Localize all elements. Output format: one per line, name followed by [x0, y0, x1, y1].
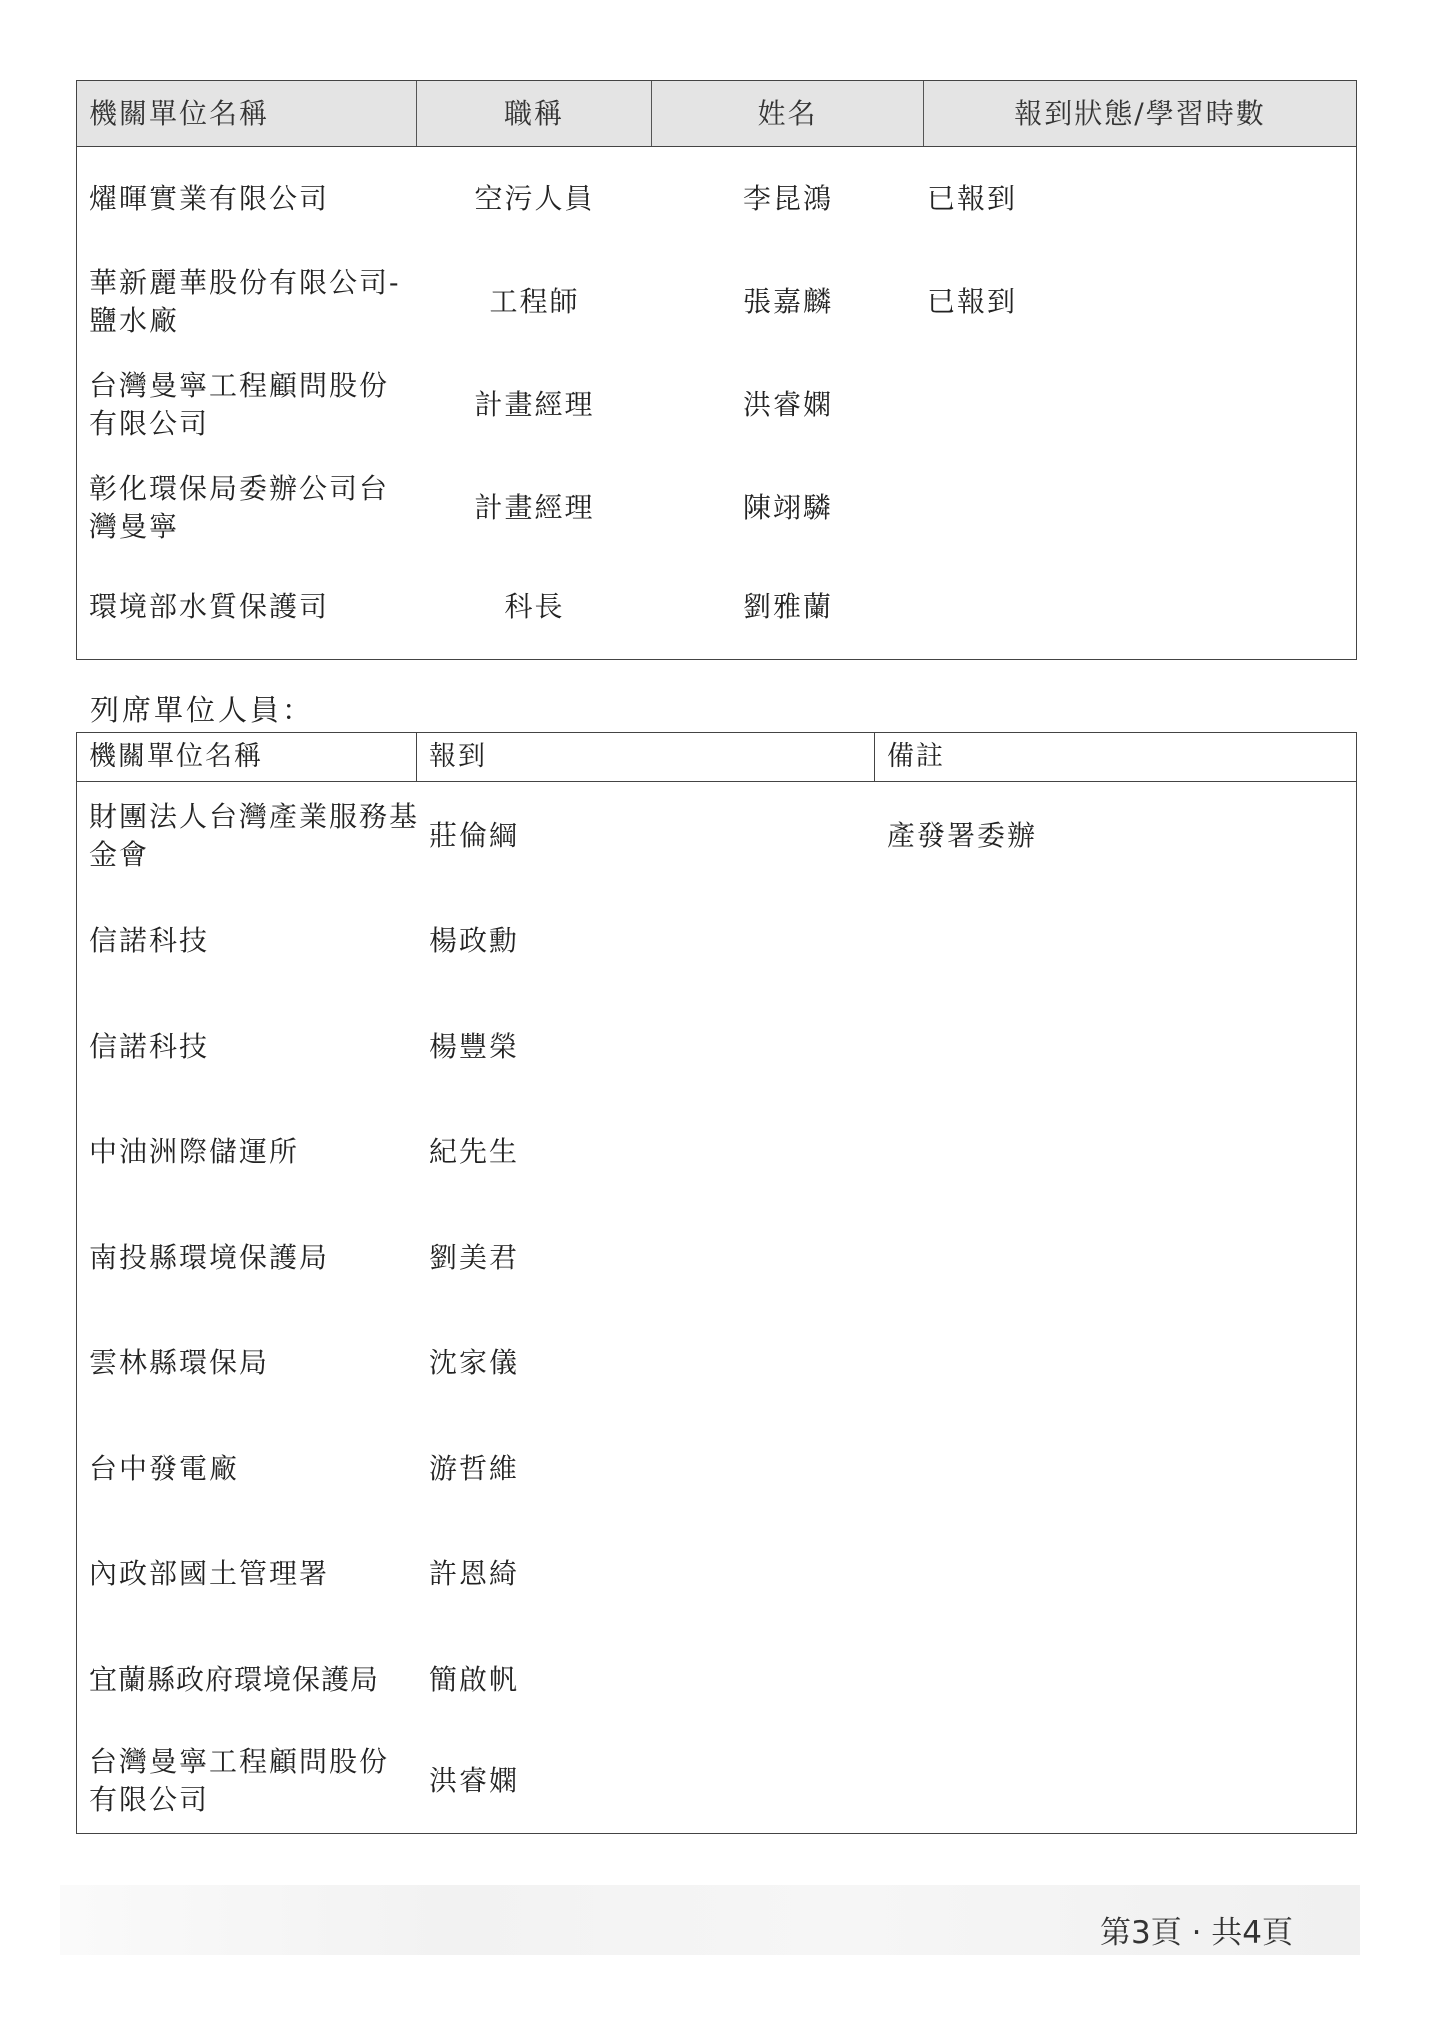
table-row [77, 147, 1356, 250]
name-cell: 劉美君 [429, 1240, 520, 1274]
title-cell: 計畫經理 [474, 490, 595, 524]
title-cell: 工程師 [489, 284, 580, 318]
org-cell: 宜蘭縣政府環境保護局 [89, 1662, 380, 1696]
table-row [77, 1416, 1356, 1522]
table-row [77, 1205, 1356, 1311]
table-row [77, 1728, 1356, 1834]
table-row [77, 888, 1356, 994]
name-cell: 簡啟帆 [429, 1662, 520, 1696]
page-number: 第3頁 · 共4頁 [1100, 1915, 1294, 1951]
status-cell [927, 555, 1347, 658]
header-title: 職稱 [417, 81, 652, 146]
status-cell: 已報到 [927, 284, 1018, 318]
table-row [77, 250, 1356, 353]
observer-table-header [77, 733, 1356, 782]
table-row [77, 1310, 1356, 1416]
org-cell: 南投縣環境保護局 [89, 1240, 330, 1274]
note-cell [887, 888, 1347, 993]
attendee-table [76, 80, 1357, 660]
org-cell: 環境部水質保護司 [89, 589, 330, 623]
org-cell: 雲林縣環保局 [89, 1345, 270, 1379]
name-cell: 洪睿嫻 [742, 387, 833, 421]
note-cell [887, 1728, 1347, 1833]
org-cell: 台灣曼寧工程顧問股份有限公司 [89, 1744, 390, 1816]
observer-table [76, 732, 1357, 1834]
note-cell: 產發署委辦 [887, 818, 1038, 852]
note-cell [887, 1627, 1347, 1732]
note-cell [887, 1416, 1347, 1521]
table-row [77, 783, 1356, 889]
note-cell [887, 994, 1347, 1099]
table-row [77, 1099, 1356, 1205]
table-row [77, 353, 1356, 456]
org-cell: 台灣曼寧工程顧問股份有限公司 [89, 368, 390, 440]
name-cell: 游哲維 [429, 1451, 520, 1485]
header-org: 機關單位名稱 [77, 733, 417, 781]
table-row [77, 456, 1356, 559]
name-cell: 楊政勳 [429, 923, 520, 957]
title-cell: 計畫經理 [474, 387, 595, 421]
header-name: 姓名 [652, 81, 924, 146]
name-cell: 張嘉麟 [742, 284, 833, 318]
name-cell: 莊倫綱 [429, 818, 520, 852]
note-cell [887, 1521, 1347, 1626]
table-row [77, 994, 1356, 1100]
org-cell: 華新麗華股份有限公司-鹽水廠 [89, 265, 401, 337]
table-row [77, 555, 1356, 658]
name-cell: 洪睿嫻 [429, 1763, 520, 1797]
name-cell: 紀先生 [429, 1134, 520, 1168]
org-cell: 中油洲際儲運所 [89, 1134, 300, 1168]
header-status: 報到狀態/學習時數 [1014, 97, 1266, 130]
name-cell: 劉雅蘭 [742, 589, 833, 623]
name-cell: 李昆鴻 [742, 181, 833, 215]
name-cell: 沈家儀 [429, 1345, 520, 1379]
name-cell: 陳翊驎 [742, 490, 833, 524]
note-cell [887, 1310, 1347, 1415]
name-cell: 許恩綺 [429, 1556, 520, 1590]
header-org: 機關單位名稱 [77, 81, 417, 146]
header-note: 備註 [887, 741, 945, 772]
header-checkin: 報到 [417, 733, 875, 781]
table-row [77, 1627, 1356, 1733]
status-cell: 已報到 [927, 181, 1018, 215]
org-cell: 財團法人台灣產業服務基金會 [89, 799, 420, 871]
title-cell: 空污人員 [474, 181, 595, 215]
org-cell: 信諾科技 [89, 923, 210, 957]
org-cell: 信諾科技 [89, 1029, 210, 1063]
org-cell: 彰化環保局委辦公司台灣曼寧 [89, 471, 390, 543]
name-cell: 楊豐榮 [429, 1029, 520, 1063]
attendee-table-header [77, 81, 1356, 147]
org-cell: 燿暉實業有限公司 [89, 181, 330, 215]
org-cell: 台中發電廠 [89, 1451, 240, 1485]
observer-section-caption: 列席單位人員： [90, 693, 315, 727]
note-cell [887, 1205, 1347, 1310]
table-row [77, 1521, 1356, 1627]
org-cell: 內政部國土管理署 [89, 1556, 330, 1590]
note-cell [887, 1099, 1347, 1204]
status-cell [927, 456, 1347, 559]
status-cell [927, 353, 1347, 456]
title-cell: 科長 [504, 589, 565, 623]
